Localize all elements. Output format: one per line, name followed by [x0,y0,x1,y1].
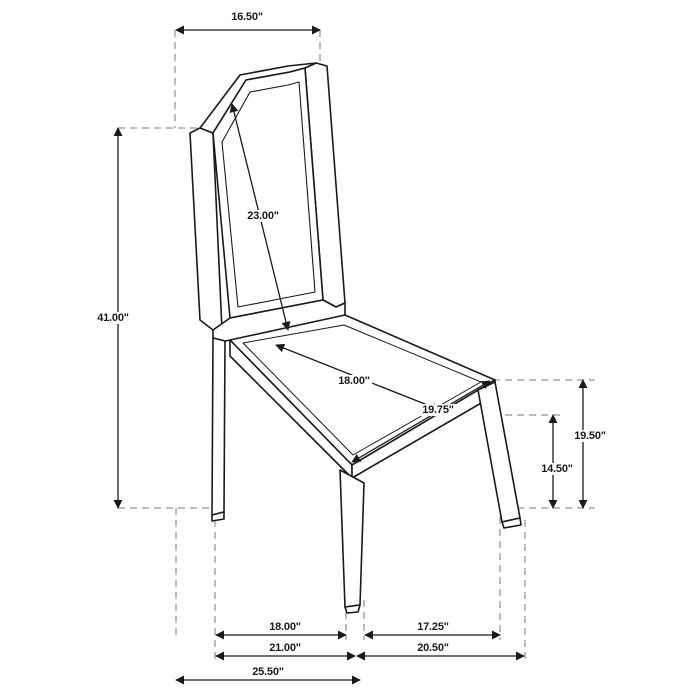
dim-label-seat-diagonal: 19.75" [422,404,454,416]
chair-outline [190,63,521,613]
dim-label-back-height: 23.00" [247,210,279,222]
dim-label-overall-width: 25.50" [252,666,284,678]
dim-label-back-width: 16.50" [231,11,263,23]
dim-label-front-leg-span: 18.00" [269,621,301,633]
dim-label-overall-height: 41.00" [97,312,129,324]
dim-label-mid-width: 21.00" [269,642,301,654]
dim-label-side-depth: 20.50" [417,642,449,654]
dim-label-seat-depth: 18.00" [338,375,370,387]
dim-label-side-leg-span: 17.25" [417,621,449,633]
dim-label-seat-height: 14.50" [541,463,573,475]
dim-label-seat-back-height: 19.50" [574,430,606,442]
